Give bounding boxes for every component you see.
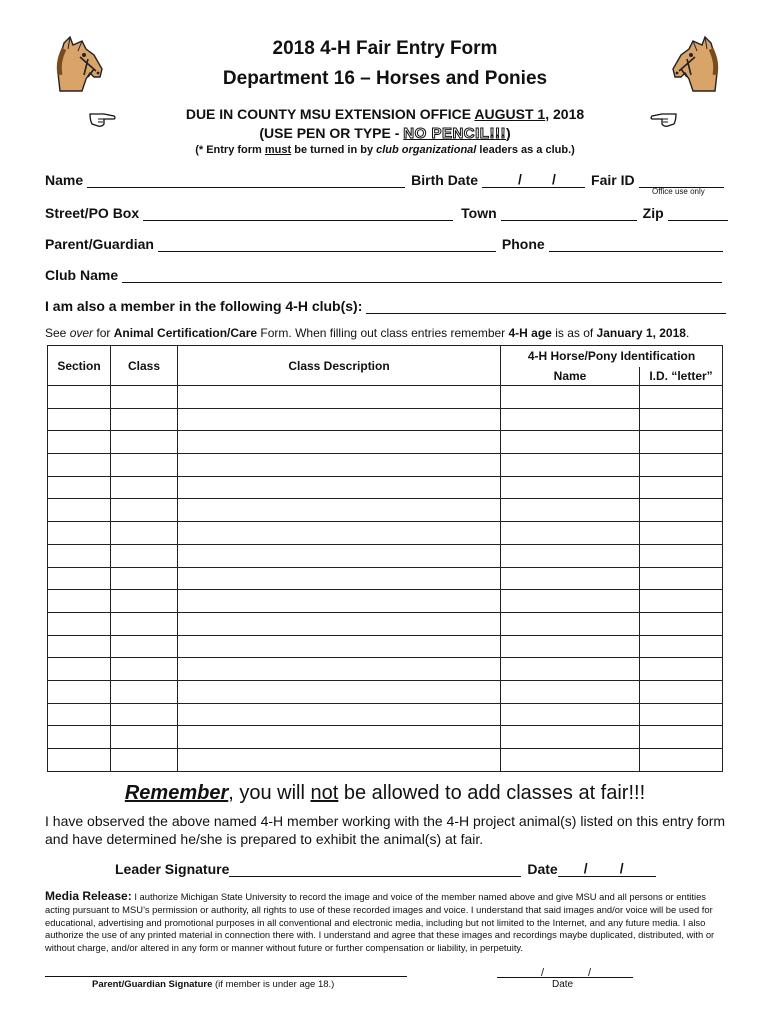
section-cell[interactable]	[48, 612, 111, 635]
section-cell[interactable]	[48, 590, 111, 613]
id-letter-cell[interactable]	[640, 544, 723, 567]
note-a: (* Entry form	[195, 144, 265, 156]
pen-notice	[0, 125, 770, 142]
see-over-animal: Animal Certification/Care	[113, 326, 258, 340]
description-cell[interactable]	[178, 680, 501, 703]
id-letter-cell[interactable]	[640, 726, 723, 749]
class-cell[interactable]	[111, 726, 178, 749]
form-title: 2018 4-H Fair Entry Form	[272, 38, 498, 59]
section-cell[interactable]	[48, 544, 111, 567]
date-slash: /	[552, 171, 556, 187]
table-row	[48, 386, 723, 409]
fair-id-field[interactable]	[639, 172, 724, 188]
remember-not: not	[310, 782, 339, 804]
table-row	[48, 522, 723, 545]
office-use-note: Office use only	[652, 187, 705, 196]
table-row	[48, 749, 723, 772]
description-cell[interactable]	[178, 454, 501, 477]
description-cell[interactable]	[178, 749, 501, 772]
table-row	[48, 726, 723, 749]
parent-field[interactable]	[158, 236, 496, 252]
date-slash: /	[518, 171, 522, 187]
leader-signature-field[interactable]	[229, 861, 521, 877]
section-cell[interactable]	[48, 386, 111, 409]
note-c: leaders as a club.)	[476, 144, 575, 156]
table-row	[48, 703, 723, 726]
table-row	[48, 454, 723, 477]
id-letter-cell[interactable]	[640, 612, 723, 635]
horse-name-cell[interactable]	[501, 408, 640, 431]
table-row	[48, 567, 723, 590]
see-over-age: 4-H age	[508, 326, 552, 340]
table-row	[48, 544, 723, 567]
name-field[interactable]	[87, 172, 405, 188]
id-letter-cell[interactable]	[640, 454, 723, 477]
section-header: Section	[48, 346, 111, 386]
description-cell[interactable]	[178, 386, 501, 409]
description-cell[interactable]	[178, 522, 501, 545]
birth-date-field[interactable]	[482, 172, 585, 188]
leader-date-field[interactable]	[558, 861, 656, 877]
id-letter-cell[interactable]	[640, 522, 723, 545]
table-row	[48, 680, 723, 703]
media-release-label: Media Release:	[45, 889, 132, 903]
horse-name-cell[interactable]	[501, 544, 640, 567]
parent-signature-note: (if member is under age 18.)	[212, 979, 335, 990]
section-cell[interactable]	[48, 431, 111, 454]
horse-name-cell[interactable]	[501, 567, 640, 590]
street-row	[45, 205, 728, 221]
horse-name-cell[interactable]	[501, 680, 640, 703]
section-cell[interactable]	[48, 408, 111, 431]
remember-b: be allowed to add classes at fair!!!	[338, 782, 646, 804]
description-cell[interactable]	[178, 635, 501, 658]
date-slash: /	[541, 967, 545, 979]
birth-date-label: Birth Date	[411, 172, 479, 188]
class-cell[interactable]	[111, 567, 178, 590]
parent-label: Parent/Guardian	[45, 236, 154, 252]
description-cell[interactable]	[178, 612, 501, 635]
section-cell[interactable]	[48, 635, 111, 658]
see-over-date: January 1, 2018	[596, 326, 686, 340]
see-over-c: Form. When filling out class entries remember	[257, 326, 509, 340]
id-letter-cell[interactable]	[640, 431, 723, 454]
section-cell[interactable]	[48, 522, 111, 545]
observed-statement: I have observed the above named 4-H member working with the 4-H project animal(s) listed on this entry form and have determined he/she is prepared to exhibit the animal(s) at fair.	[45, 813, 726, 847]
table-row	[48, 431, 723, 454]
class-cell[interactable]	[111, 635, 178, 658]
id-letter-header: I.D. “letter”	[640, 367, 723, 386]
table-row	[48, 635, 723, 658]
horse-name-cell[interactable]	[501, 658, 640, 681]
id-letter-cell[interactable]	[640, 386, 723, 409]
class-header: Class	[111, 346, 178, 386]
horse-name-cell[interactable]	[501, 612, 640, 635]
table-row	[48, 658, 723, 681]
see-over-b: for	[93, 326, 114, 340]
due-notice	[0, 106, 770, 122]
table-row	[48, 408, 723, 431]
class-cell[interactable]	[111, 703, 178, 726]
club-name-label: Club Name	[45, 267, 119, 283]
pen-suffix: )	[505, 125, 511, 141]
class-cell[interactable]	[111, 431, 178, 454]
parent-row	[45, 236, 723, 252]
table-row	[48, 499, 723, 522]
fair-id-label: Fair ID	[591, 172, 635, 188]
due-prefix: DUE IN COUNTY MSU EXTENSION OFFICE	[185, 106, 475, 122]
media-release	[45, 890, 731, 955]
class-cell[interactable]	[111, 658, 178, 681]
section-cell[interactable]	[48, 567, 111, 590]
horse-name-cell[interactable]	[501, 749, 640, 772]
class-cell[interactable]	[111, 522, 178, 545]
see-over-over: over	[69, 326, 94, 340]
parent-signature-line[interactable]	[45, 976, 407, 977]
note-b: be turned in by	[291, 144, 377, 156]
section-cell[interactable]	[48, 476, 111, 499]
id-letter-cell[interactable]	[640, 476, 723, 499]
class-cell[interactable]	[111, 386, 178, 409]
class-cell[interactable]	[111, 454, 178, 477]
club-name-field[interactable]	[122, 267, 722, 283]
description-cell[interactable]	[178, 590, 501, 613]
section-cell[interactable]	[48, 749, 111, 772]
horse-name-cell[interactable]	[501, 431, 640, 454]
id-letter-cell[interactable]	[640, 680, 723, 703]
id-letter-cell[interactable]	[640, 590, 723, 613]
town-label: Town	[461, 205, 497, 221]
department-title: Department 16 – Horses and Ponies	[222, 68, 548, 89]
class-cell[interactable]	[111, 408, 178, 431]
section-cell[interactable]	[48, 680, 111, 703]
parent-signature-caption	[92, 979, 334, 990]
table-row	[48, 476, 723, 499]
table-row	[48, 590, 723, 613]
name-row	[45, 172, 724, 188]
horse-name-cell[interactable]	[501, 476, 640, 499]
class-cell[interactable]	[111, 590, 178, 613]
horse-name-cell[interactable]	[501, 386, 640, 409]
section-cell[interactable]	[48, 658, 111, 681]
description-cell[interactable]	[178, 476, 501, 499]
id-letter-cell[interactable]	[640, 703, 723, 726]
id-letter-cell[interactable]	[640, 567, 723, 590]
description-header: Class Description	[178, 346, 501, 386]
member-of-field[interactable]	[366, 298, 726, 314]
zip-field[interactable]	[668, 205, 728, 221]
member-row	[45, 298, 726, 314]
date-slash: /	[619, 860, 624, 876]
id-letter-cell[interactable]	[640, 658, 723, 681]
horse-name-cell[interactable]	[501, 635, 640, 658]
club-row	[45, 267, 722, 283]
class-cell[interactable]	[111, 544, 178, 567]
note-club: club organizational	[376, 144, 477, 156]
id-letter-cell[interactable]	[640, 749, 723, 772]
remember-word: Remember	[124, 782, 229, 804]
class-cell[interactable]	[111, 476, 178, 499]
horse-name-header: Name	[501, 367, 640, 386]
remember-notice	[0, 782, 770, 805]
horse-name-cell[interactable]	[501, 703, 640, 726]
section-cell[interactable]	[48, 726, 111, 749]
see-over-d: is as of	[551, 326, 597, 340]
horse-name-cell[interactable]	[501, 499, 640, 522]
table-row	[48, 612, 723, 635]
description-cell[interactable]	[178, 726, 501, 749]
class-entry-table	[47, 345, 723, 772]
date-slash: /	[588, 967, 592, 979]
parent-signature-label: Parent/Guardian Signature	[92, 979, 213, 990]
identification-header: 4-H Horse/Pony Identification	[501, 346, 723, 367]
description-cell[interactable]	[178, 544, 501, 567]
id-letter-cell[interactable]	[640, 408, 723, 431]
parent-date-label: Date	[552, 979, 574, 990]
section-cell[interactable]	[48, 454, 111, 477]
description-cell[interactable]	[178, 431, 501, 454]
town-field[interactable]	[501, 205, 637, 221]
class-cell[interactable]	[111, 612, 178, 635]
street-field[interactable]	[143, 205, 453, 221]
date-slash: /	[583, 860, 588, 876]
section-cell[interactable]	[48, 703, 111, 726]
pen-prefix: (USE PEN OR TYPE -	[259, 125, 404, 141]
leader-date-label: Date	[527, 861, 558, 877]
due-date: AUGUST 1	[474, 106, 546, 122]
description-cell[interactable]	[178, 499, 501, 522]
note-must: must	[264, 144, 292, 156]
street-label: Street/PO Box	[45, 205, 140, 221]
horse-name-cell[interactable]	[501, 522, 640, 545]
zip-label: Zip	[642, 205, 664, 221]
class-cell[interactable]	[111, 749, 178, 772]
leader-row	[115, 861, 656, 877]
club-note	[0, 144, 770, 156]
media-release-text: I authorize Michigan State University to record the image and voice of the member named above and give MSU and all persons or entities acting pursuant to MSU’s permission or authority, all rights to use of these recorded images and voice. I understand that said images and/or voice will be used for educational, advertising and promotional purposes in all conventional and electronic media, including but not limited to the Internet, and any future media. I also authorize the use of any printed material in connection there with. I understand and agree that these images and recordings maybe duplicated, distributed, with or without charge, and/or altered in any form or manner without future or further compensation or liability, in perpetuity.	[45, 891, 715, 954]
section-cell[interactable]	[48, 499, 111, 522]
class-cell[interactable]	[111, 499, 178, 522]
no-pencil-text: NO PENCIL!!!	[403, 125, 506, 142]
remember-a: , you will	[228, 782, 311, 804]
leader-signature-label: Leader Signature	[115, 861, 230, 877]
phone-field[interactable]	[549, 236, 723, 252]
description-cell[interactable]	[178, 408, 501, 431]
see-over-e: .	[685, 326, 690, 340]
name-label: Name	[45, 172, 84, 188]
horse-name-cell[interactable]	[501, 726, 640, 749]
see-over-a: See	[45, 326, 70, 340]
member-of-label: I am also a member in the following 4-H club(s):	[45, 298, 363, 314]
parent-date-line[interactable]	[497, 964, 633, 978]
description-cell[interactable]	[178, 658, 501, 681]
description-cell[interactable]	[178, 703, 501, 726]
due-suffix: , 2018	[545, 106, 585, 122]
class-cell[interactable]	[111, 680, 178, 703]
id-letter-cell[interactable]	[640, 499, 723, 522]
phone-label: Phone	[501, 236, 545, 252]
id-letter-cell[interactable]	[640, 635, 723, 658]
see-over-note	[45, 326, 689, 340]
horse-name-cell[interactable]	[501, 454, 640, 477]
horse-name-cell[interactable]	[501, 590, 640, 613]
description-cell[interactable]	[178, 567, 501, 590]
